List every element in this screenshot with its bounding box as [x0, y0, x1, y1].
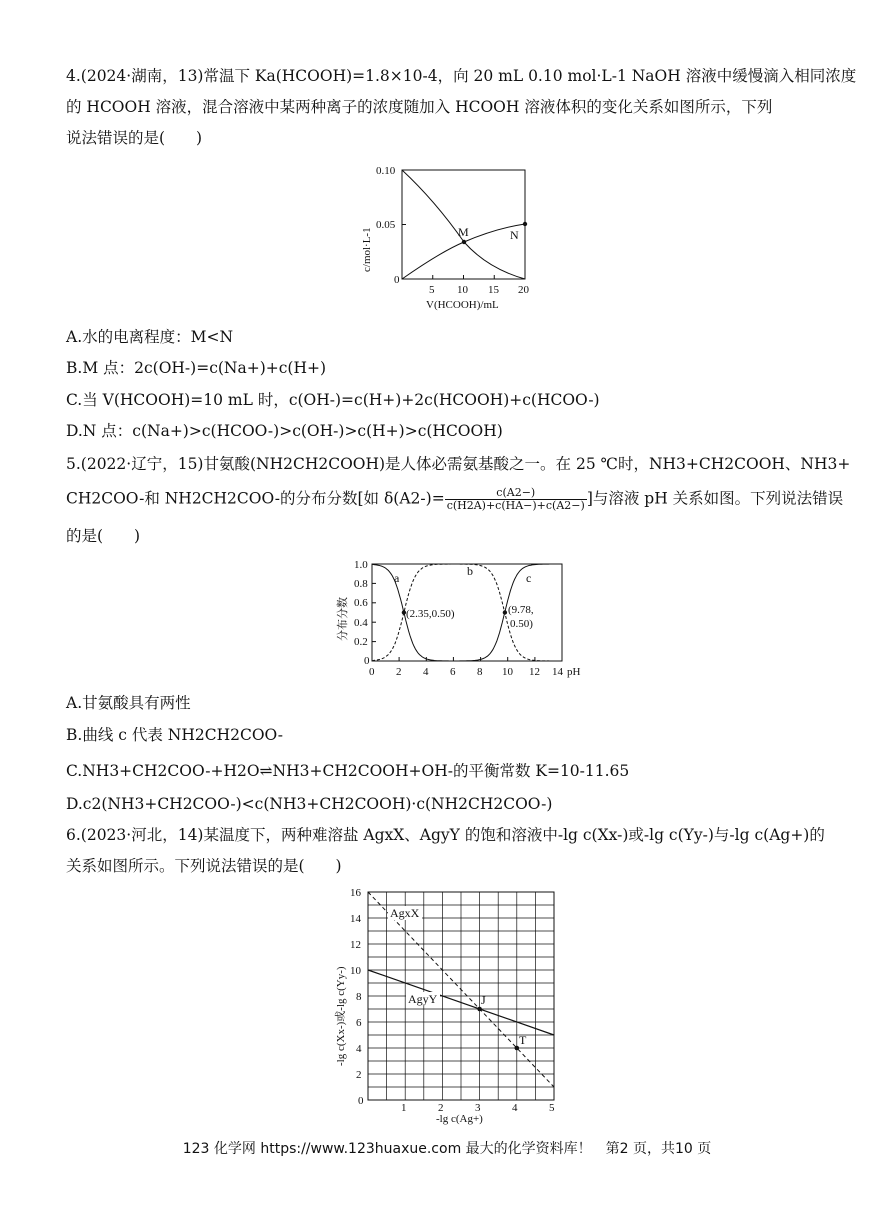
- q6-grid: [368, 892, 554, 1100]
- q6-xtick-3: 3: [475, 1102, 481, 1114]
- q4-stem-line1: 4.(2024·湖南，13)常温下 Ka(HCOOH)=1.8×10-4，向 20 mL 0.10 mol·L-1 NaOH 溶液中缓慢滴入相同浓度: [66, 67, 857, 85]
- q6-label-agxx: AgxX: [390, 906, 420, 920]
- q6-x-axis-label: -lg c(Ag+): [436, 1113, 483, 1125]
- q5-ytick-0: 0: [364, 655, 370, 667]
- q6-stem-line2: 关系如图所示。下列说法错误的是( ): [66, 857, 342, 875]
- q5-option-a: A.甘氨酸具有两性: [66, 694, 191, 712]
- q4-option-a: A.水的电离程度：M<N: [66, 328, 234, 346]
- q4-option-d: D.N 点：c(Na+)>c(HCOO-)>c(OH-)>c(H+)>c(HCOOH): [66, 422, 503, 440]
- q5-label-c: c: [526, 571, 532, 585]
- figure-q4-concentration-chart: [360, 160, 540, 315]
- q5-option-b: B.曲线 c 代表 NH2CH2COO-: [66, 726, 284, 744]
- q4-xtick-15: 15: [488, 284, 499, 296]
- q6-label-j: J: [481, 993, 486, 1007]
- q6-ytick-6: 6: [356, 1017, 362, 1029]
- q4-option-c: C.当 V(HCOOH)=10 mL 时，c(OH-)=c(H+)+2c(HCOOH)+c(HCOO-): [66, 391, 600, 409]
- q6-label-agyy: AgyY: [408, 992, 438, 1006]
- q5-xtick-12: 12: [529, 666, 540, 678]
- q4-xtick-10: 10: [457, 284, 468, 296]
- q6-ytick-2: 2: [356, 1069, 362, 1081]
- q6-label-t: T: [519, 1033, 527, 1047]
- q5-point-pka2: [503, 610, 507, 614]
- q5-y-axis-label: 分布分数: [337, 597, 349, 641]
- q6-stem-line1: 6.(2023·河北，14)某温度下，两种难溶盐 AgxX、AgyY 的饱和溶液中-lg c(Xx-)或-lg c(Yy-)与-lg c(Ag+)的: [66, 826, 825, 844]
- q4-x-axis-label: V(HCOOH)/mL: [426, 299, 499, 311]
- q5-label-b: b: [467, 564, 473, 578]
- page-footer: 123 化学网 https://www.123huaxue.com 最大的化学资料库！ 第2 页，共10 页: [182, 1141, 712, 1157]
- q5-ytick-02: 0.2: [354, 636, 368, 648]
- q5-ytick-04: 0.4: [354, 617, 368, 629]
- q6-y-axis-label: -lg c(Xx-)或-lg c(Yy-): [335, 966, 347, 1066]
- q5-xtick-10: 10: [502, 666, 513, 678]
- q5-xtick-6: 6: [450, 666, 456, 678]
- q5-xtick-0: 0: [369, 666, 375, 678]
- q5-ytick-08: 0.8: [354, 578, 368, 590]
- q4-label-n: N: [510, 228, 519, 242]
- figure-q5-distribution-chart: [328, 556, 581, 681]
- q5-xtick-4: 4: [423, 666, 429, 678]
- q6-xtick-1: 1: [401, 1102, 407, 1114]
- q5-fraction-denominator: c(H2A)+c(HA−)+c(A2−): [446, 499, 585, 512]
- q4-option-b: B.M 点：2c(OH-)=c(Na+)+c(H+): [66, 359, 327, 377]
- q4-stem-line2: 的 HCOOH 溶液，混合溶液中某两种离子的浓度随加入 HCOOH 溶液体积的变化关系如图所示，下列: [66, 98, 773, 116]
- q5-ytick-06: 0.6: [354, 597, 368, 609]
- q5-point2-label-line1: (9.78,: [508, 604, 534, 616]
- q6-point-j: [477, 1007, 482, 1012]
- q4-label-m: M: [458, 225, 469, 239]
- q5-stem-line2: [66, 487, 843, 512]
- q6-xtick-4: 4: [512, 1102, 518, 1114]
- q5-point1-label: (2.35,0.50): [406, 608, 455, 620]
- q5-option-c: C.NH3+CH2COO-+H2O⇌NH3+CH2COOH+OH-的平衡常数 K=10-11.65: [66, 762, 630, 780]
- q5-stem-line3: 的是( ): [66, 527, 141, 545]
- q5-stem-line2-text-a: CH2COO-和 NH2CH2COO-的分布分数[如 δ(A2-)=: [66, 489, 445, 508]
- figure-q6-solubility-chart: [328, 884, 568, 1124]
- q5-x-axis-label: pH: [567, 666, 581, 678]
- q6-xtick-5: 5: [549, 1102, 555, 1114]
- q4-xtick-20: 20: [518, 284, 529, 296]
- q5-fraction: [445, 487, 587, 512]
- q6-ytick-12: 12: [350, 939, 361, 951]
- q6-ytick-10: 10: [350, 965, 361, 977]
- q5-fraction-numerator: c(A2−): [445, 487, 587, 500]
- q6-ytick-14: 14: [350, 913, 361, 925]
- q5-label-a: a: [394, 571, 400, 585]
- q6-ytick-0: 0: [358, 1095, 364, 1107]
- q5-xtick-8: 8: [477, 666, 483, 678]
- q5-stem-line1: 5.(2022·辽宁，15)甘氨酸(NH2CH2COOH)是人体必需氨基酸之一。在 25 ℃时，NH3+CH2COOH、NH3+: [66, 455, 851, 473]
- q6-ytick-4: 4: [356, 1043, 362, 1055]
- q4-ytick-005: 0.05: [376, 219, 396, 231]
- q4-xtick-5: 5: [429, 284, 435, 296]
- q5-ytick-1: 1.0: [354, 559, 368, 571]
- q6-xtick-2: 2: [438, 1102, 444, 1114]
- q4-y-axis-label: c/mol·L-1: [361, 227, 373, 272]
- q6-ytick-8: 8: [356, 991, 362, 1003]
- q5-point2-label-line2: 0.50): [510, 618, 533, 630]
- q4-stem-line3: 说法错误的是( ): [66, 129, 203, 147]
- q4-ytick-010: 0.10: [376, 165, 396, 177]
- q5-option-d: D.c2(NH3+CH2COO-)<c(NH3+CH2COOH)·c(NH2CH2COO-): [66, 795, 553, 813]
- q5-xtick-2: 2: [396, 666, 402, 678]
- q5-xtick-14: 14: [552, 666, 563, 678]
- q4-point-m: [462, 240, 466, 244]
- q4-ytick-0: 0: [394, 274, 400, 286]
- q6-ytick-16: 16: [350, 887, 361, 899]
- q5-stem-line2-text-b: ]与溶液 pH 关系如图。下列说法错误: [586, 489, 844, 508]
- q4-point-n: [523, 222, 527, 226]
